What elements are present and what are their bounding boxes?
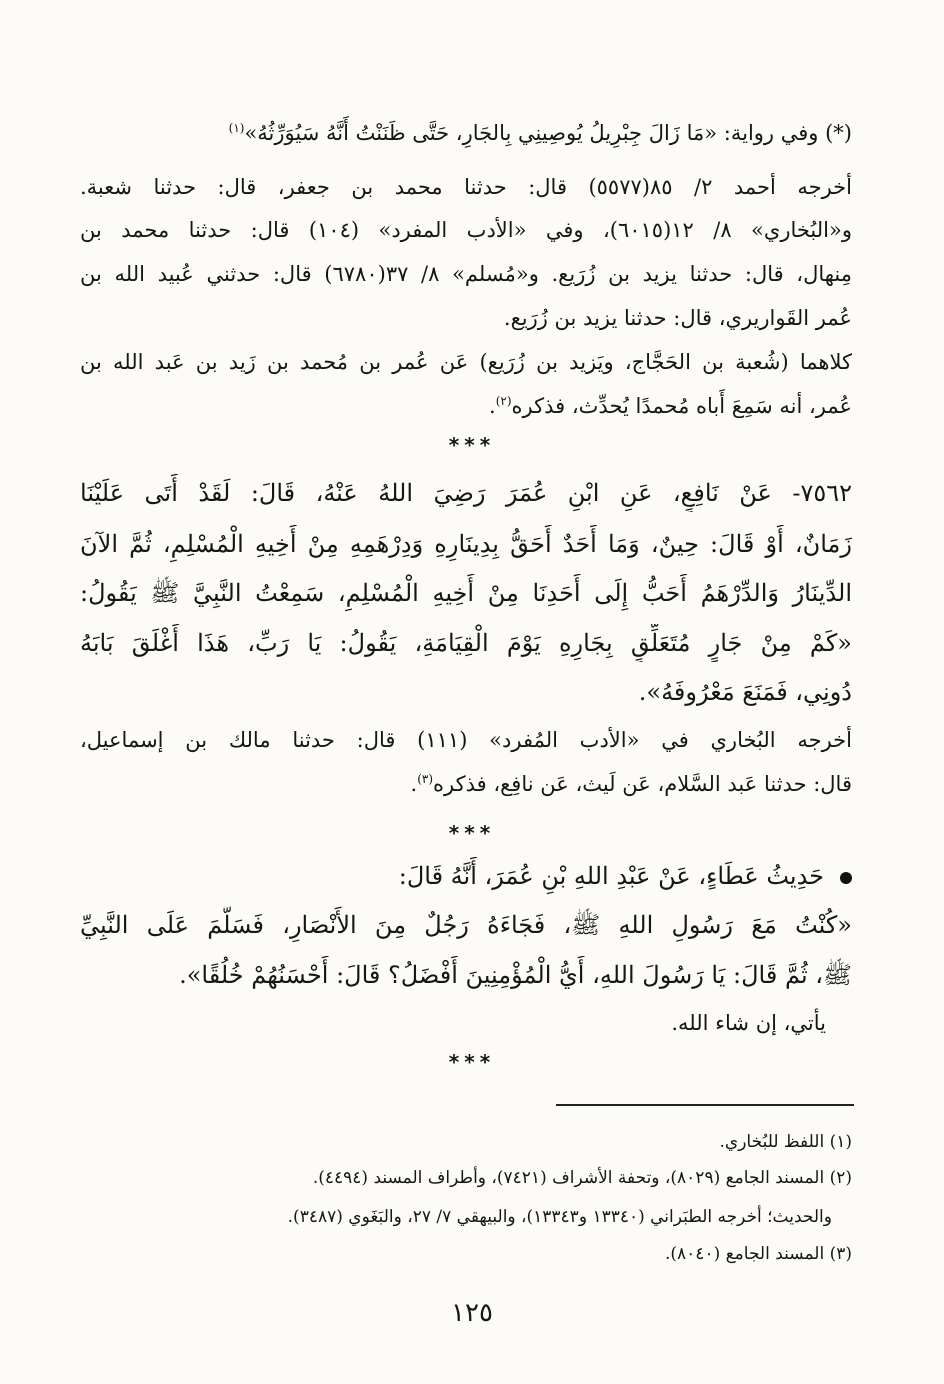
separator-stars: *** bbox=[448, 821, 496, 845]
takhrij-line-3: مِنهال، قال: حدثنا يزيد بن زُرَيع. و«مُسلم» ٨/ ٣٧(٦٧٨٠) قال: حدثني عُبيد الله بن bbox=[80, 262, 852, 286]
hadith-7562-line-5: دُونِي، فَمَنَعَ مَعْرُوفَهُ». bbox=[638, 678, 852, 706]
bullet-icon bbox=[840, 872, 852, 884]
chain-line-2 bbox=[80, 389, 852, 423]
hadith-7562-line-4: «كَمْ مِنْ جَارٍ مُتَعَلِّقٍ بِجَارِهِ يَوْمَ الْقِيَامَةِ، يَقُولُ: يَا رَبِّ، هَذَا أَغْلَقَ بَابَهُ bbox=[80, 629, 852, 657]
footnote-2: (٢) المسند الجامع (٨٠٢٩)، وتحفة الأشراف (٧٤٢١)، وأطراف المسند (٤٤٩٤). bbox=[312, 1168, 852, 1188]
footnote-1: (١) اللفظ للبُخاري. bbox=[719, 1132, 852, 1152]
ata-hadith-note: يأتي، إن شاء الله. bbox=[671, 1011, 826, 1035]
hadith-7562-takhrij-2 bbox=[80, 767, 852, 801]
footnote-3: (٣) المسند الجامع (٨٠٤٠). bbox=[665, 1244, 852, 1264]
hadith-7562-line-2: زَمَانٌ، أَوْ قَالَ: حِينٌ، وَمَا أَحَدٌ أَحَقُّ بِدِينَارِهِ وَدِرْهَمِهِ مِنْ أَخِيهِ الْمُسْلِمِ، ثُمَّ الآنَ bbox=[80, 530, 852, 558]
takhrij-line-1: أخرجه أحمد ٢/ ٨٥(٥٥٧٧) قال: حدثنا محمد بن جعفر، قال: حدثنا شعبة. bbox=[80, 175, 852, 199]
separator-stars: *** bbox=[448, 1050, 496, 1074]
separator-stars: *** bbox=[448, 433, 496, 457]
narration-variant-text: (*) وفي رواية: «مَا زَالَ جِبْرِيلُ يُوصِينِي بِالجَارِ، حَتَّى ظَنَنْتُ أَنَّهُ سَيُوَرِّثُهُ» bbox=[244, 121, 852, 145]
footnote-ref-1: (١) bbox=[228, 121, 245, 135]
ata-hadith-heading bbox=[80, 857, 852, 895]
chain-line-2-text: عُمر، أنه سَمِعَ أَباه مُحمدًا يُحدِّث، فذكره bbox=[511, 394, 852, 418]
hadith-7562-line-1: ٧٥٦٢- عَنْ نَافِعٍ، عَنِ ابْنِ عُمَرَ رَضِيَ اللهُ عَنْهُ، قَالَ: لَقَدْ أَتَى عَلَيْنَا bbox=[80, 479, 852, 507]
chain-line-1: كلاهما (شُعبة بن الحَجَّاج، ويَزيد بن زُرَيع) عَن عُمر بن مُحمد بن زَيد بن عَبد الله بن bbox=[80, 350, 852, 374]
footnote-ref-2: (٢) bbox=[495, 394, 512, 408]
page-number: ١٢٥ bbox=[451, 1298, 493, 1328]
ata-hadith-line-2: ﷺ، ثُمَّ قَالَ: يَا رَسُولَ اللهِ، أَيُّ الْمُؤْمِنِينَ أَفْضَلُ؟ قَالَ: أَحْسَنُهُمْ خُلُقًا». bbox=[179, 961, 852, 989]
footnote-ref-3: (٣) bbox=[417, 772, 434, 786]
takhrij-line-2: و«البُخاري» ٨/ ١٢(٦٠١٥)، وفي «الأدب المفرد» (١٠٤) قال: حدثنا محمد بن bbox=[80, 218, 852, 242]
takhrij-line-4: عُمر القَواريري، قال: حدثنا يزيد بن زُرَيع. bbox=[503, 306, 852, 330]
chain-line-2-end: . bbox=[489, 394, 496, 418]
hadith-7562-takhrij-1: أخرجه البُخاري في «الأدب المُفرد» (١١١) قال: حدثنا مالك بن إسماعيل، bbox=[80, 728, 852, 752]
hadith-7562-line-3: الدِّينَارُ وَالدِّرْهَمُ أَحَبُّ إِلَى أَحَدِنَا مِنْ أَخِيهِ الْمُسْلِمِ، سَمِعْتُ النَّبِيَّ ﷺ يَقُولُ: bbox=[80, 579, 852, 607]
narration-variant-line bbox=[80, 116, 852, 150]
footnote-divider bbox=[556, 1104, 854, 1106]
footnote-2-continuation: والحديث؛ أخرجه الطبَراني (١٣٣٤٠ و١٣٣٤٣)، والبيهقي ٧/ ٢٧، والبَغَوي (٣٤٨٧). bbox=[287, 1207, 832, 1227]
ata-hadith-heading-text: حَدِيثُ عَطَاءٍ، عَنْ عَبْدِ اللهِ بْنِ عُمَرَ، أَنَّهُ قَالَ: bbox=[398, 862, 824, 890]
hadith-7562-takhrij-2-end: . bbox=[410, 772, 418, 796]
ata-hadith-line-1: «كُنْتُ مَعَ رَسُولِ اللهِ ﷺ، فَجَاءَهُ رَجُلٌ مِنَ الأَنْصَارِ، فَسَلَّمَ عَلَى النَّبِيِّ bbox=[80, 911, 852, 939]
hadith-7562-takhrij-2-text: قال: حدثنا عَبد السَّلام، عَن لَيث، عَن نافِع، فذكره bbox=[433, 772, 852, 796]
